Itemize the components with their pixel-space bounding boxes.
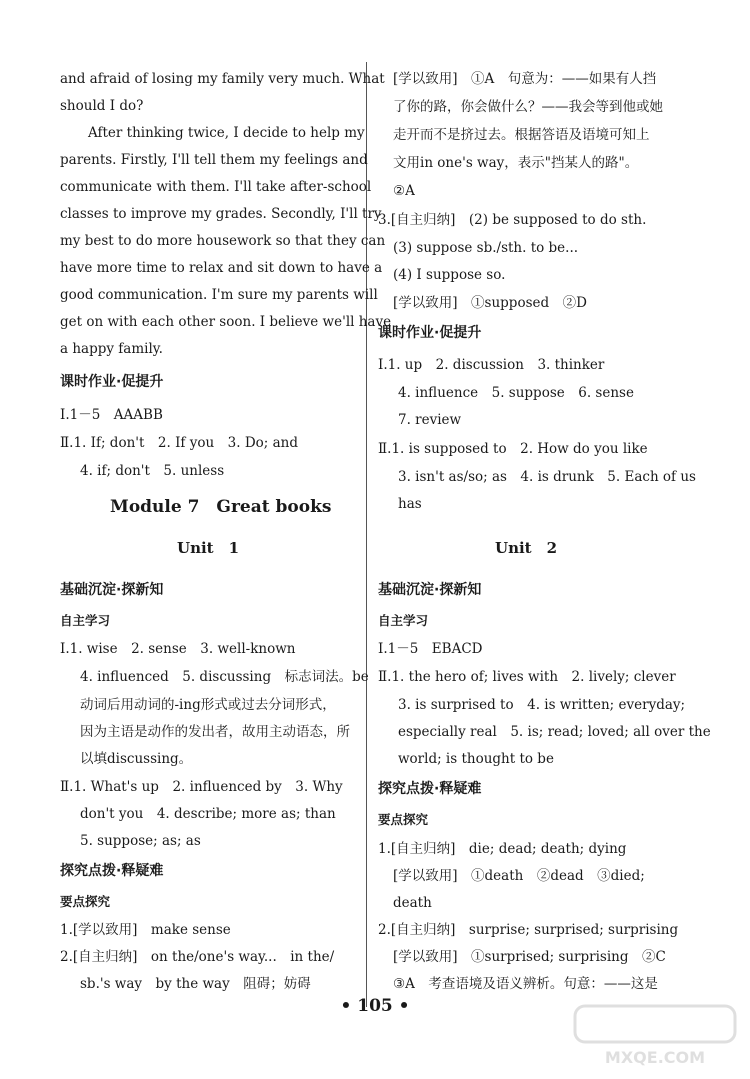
answer-line: 7. review xyxy=(398,412,462,428)
sub-heading: 要点探究 xyxy=(378,812,429,827)
section-heading: 探究点拨·释疑难 xyxy=(60,863,164,879)
answer-line: don't you 4. describe; more as; than xyxy=(80,806,336,822)
answer-line: 3.[自主归纳] (2) be supposed to do sth. xyxy=(378,212,647,228)
answer-line: 了你的路，你会做什么？——我会等到他或她 xyxy=(393,99,663,115)
answer-line: 走开而不是挤过去。根据答语及语境可知上 xyxy=(393,127,650,143)
watermark-logo xyxy=(565,1000,745,1070)
answer-line: 动词后用动词的-ing形式或过去分词形式， xyxy=(80,697,336,713)
answer-line: Ⅱ.1. is supposed to 2. How do you like xyxy=(378,441,648,457)
text-line: a happy family. xyxy=(60,341,163,357)
page-number: • 105 • xyxy=(340,996,410,1016)
answer-line: has xyxy=(398,496,422,512)
answer-line: 2.[自主归纳] surprise; surprised; surprising xyxy=(378,922,679,938)
answer-line: 4. influenced 5. discussing 标志词法。be xyxy=(80,669,369,685)
unit-title: Unit 2 xyxy=(495,539,558,557)
answer-line: Ⅱ.1. If; don't 2. If you 3. Do; and xyxy=(60,435,298,451)
answer-line: Ⅰ.1－5 AAABB xyxy=(60,407,163,423)
answer-line: death xyxy=(393,895,432,911)
answer-line: 5. suppose; as; as xyxy=(80,833,201,849)
answer-line: sb.'s way by the way 阻碍；妨碍 xyxy=(80,976,311,992)
answer-line: 2.[自主归纳] on the/one's way... in the/ xyxy=(60,949,335,965)
answer-line: 4. influence 5. suppose 6. sense xyxy=(398,385,634,401)
answer-line: Ⅱ.1. What's up 2. influenced by 3. Why xyxy=(60,779,343,795)
text-line: classes to improve my grades. Secondly, I'll try xyxy=(60,206,382,222)
section-heading: 基础沉淀·探新知 xyxy=(378,582,482,598)
answer-line: [学以致用] ①death ②dead ③died; xyxy=(393,868,645,884)
section-heading: 基础沉淀·探新知 xyxy=(60,582,164,598)
answer-line: ②A xyxy=(393,183,415,199)
section-heading: 课时作业·促提升 xyxy=(378,325,482,341)
answer-line: Ⅰ.1. wise 2. sense 3. well-known xyxy=(60,641,296,657)
unit-title: Unit 1 xyxy=(177,539,240,557)
answer-line: 4. if; don't 5. unless xyxy=(80,463,225,479)
answer-line: Ⅰ.1－5 EBACD xyxy=(378,641,483,657)
text-line: After thinking twice, I decide to help my xyxy=(88,125,365,141)
text-line: have more time to relax and sit down to have a xyxy=(60,260,383,276)
answer-line: (3) suppose sb./sth. to be... xyxy=(393,240,579,256)
text-line: should I do? xyxy=(60,98,144,114)
sub-heading: 自主学习 xyxy=(378,613,429,628)
text-line: my best to do more housework so that they can xyxy=(60,233,386,249)
answer-line: [学以致用] ①A 句意为：——如果有人挡 xyxy=(393,71,657,87)
answer-line: (4) I suppose so. xyxy=(393,267,506,283)
answer-line: world; is thought to be xyxy=(398,751,554,767)
column-divider xyxy=(366,62,367,1007)
answer-line: especially real 5. is; read; loved; all over the xyxy=(398,724,711,740)
answer-line: 3. isn't as/so; as 4. is drunk 5. Each of us xyxy=(398,469,696,485)
text-line: get on with each other soon. I believe we'll have xyxy=(60,314,392,330)
sub-heading: 要点探究 xyxy=(60,894,111,909)
text-line: parents. Firstly, I'll tell them my feelings and xyxy=(60,152,368,168)
watermark-text: MXQE.COM xyxy=(604,1048,706,1067)
answer-line: Ⅰ.1. up 2. discussion 3. thinker xyxy=(378,357,605,373)
answer-line: ③A 考查语境及语义辨析。句意：——这是 xyxy=(393,976,658,992)
answer-line: 文用in one's way，表示"挡某人的路"。 xyxy=(393,155,639,171)
answer-line: [学以致用] ①supposed ②D xyxy=(393,295,587,311)
text-line: good communication. I'm sure my parents will xyxy=(60,287,378,303)
answer-line: 因为主语是动作的发出者，故用主动语态，所 xyxy=(80,724,350,740)
answer-line: 1.[自主归纳] die; dead; death; dying xyxy=(378,841,627,857)
answer-line: [学以致用] ①surprised; surprising ②C xyxy=(393,949,666,965)
text-line: communicate with them. I'll take after-school xyxy=(60,179,372,195)
answer-line: 1.[学以致用] make sense xyxy=(60,922,231,938)
sub-heading: 自主学习 xyxy=(60,613,111,628)
section-heading: 探究点拨·释疑难 xyxy=(378,781,482,797)
section-heading: 课时作业·促提升 xyxy=(60,374,164,390)
answer-line: 以填discussing。 xyxy=(80,751,193,767)
answer-line: Ⅱ.1. the hero of; lives with 2. lively; clever xyxy=(378,669,676,685)
module-title: Module 7 Great books xyxy=(110,497,332,517)
answer-line: 3. is surprised to 4. is written; everyday; xyxy=(398,697,686,713)
text-line: and afraid of losing my family very much. What xyxy=(60,71,385,87)
